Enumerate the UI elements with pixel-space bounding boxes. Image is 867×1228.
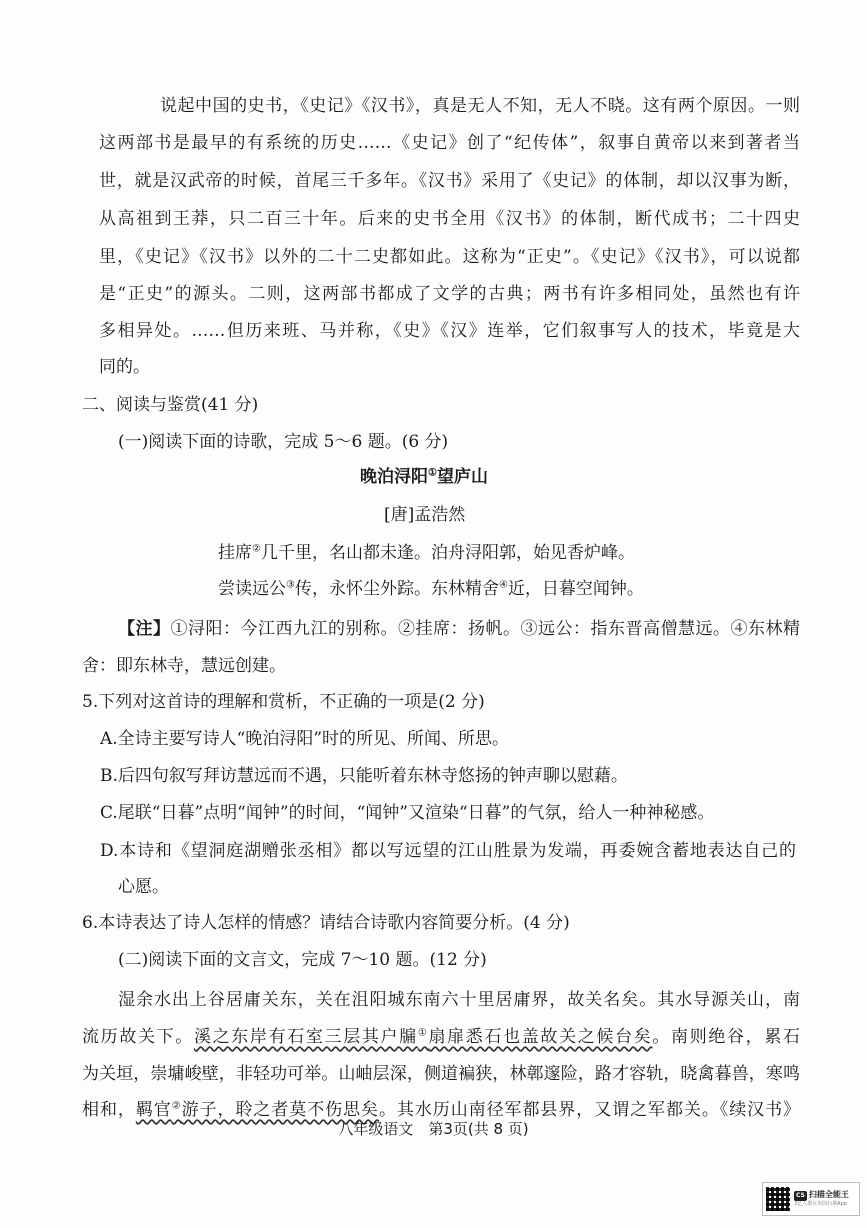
- option-d: D.本诗和《望洞庭湖赠张丞相》都以写远望的江山胜景为发端，再委婉含蓄地表达自己的: [100, 841, 796, 861]
- passage-line: 说起中国的史书，《史记》《汉书》，真是无人不知，无人不晓。这有两个原因。一则: [160, 96, 800, 116]
- poem-line: 挂席②几千里，名山都未逢。泊舟浔阳郭，始见香炉峰。: [218, 543, 635, 563]
- wavy-underlined-sentence: 溪之东岸有石室三层其户牖①扇扉悉石也盖故关之候台矣: [193, 1027, 653, 1047]
- footnote-marker: ②: [252, 543, 261, 555]
- footnote-marker: ③: [286, 579, 295, 591]
- poem-title: 晚泊浔阳①望庐山: [360, 467, 488, 487]
- option-c: C.尾联“日暮”点明“闻钟”的时间，“闻钟”又渲染“日暮”的气氛，给人一种神秘感。: [100, 803, 715, 823]
- poem-author: [唐]孟浩然: [384, 505, 466, 525]
- passage-line: 里，《史记》《汉书》以外的二十二史都如此。这称为“正史”。《史记》《汉书》，可以说都: [99, 247, 800, 267]
- section-heading: 二、阅读与鉴赏(41 分): [82, 395, 259, 415]
- wavy-underlined-sentence: 羁官②游子，聆之者莫不伤思矣: [135, 1100, 379, 1120]
- passage-line: 多相异处。……但历来班、马并称，《史》《汉》连举，它们叙事写人的技术，毕竟是大: [99, 321, 800, 341]
- option-b: B.后四句叙写拜访慧远而不遇，只能听着东林寺悠扬的钟声聊以慰藉。: [100, 766, 628, 786]
- question-5-stem: 5.下列对这首诗的理解和赏析，不正确的一项是(2 分): [82, 692, 485, 712]
- option-d-cont: 心愿。: [118, 877, 169, 897]
- classical-line: 为关垣，崇墉峻壁，非轻功可举。山岫层深，侧道褊狭，林鄣邃险，路才容轨，晓禽暮兽，寒鸣: [82, 1064, 800, 1084]
- poem-notes: 舍：即东林寺，慧远创建。: [82, 656, 286, 676]
- part-instruction: (一)阅读下面的诗歌，完成 5～6 题。(6 分): [118, 432, 449, 452]
- classical-line: 流历故关下。溪之东岸有石室三层其户牖①扇扉悉石也盖故关之候台矣。南则绝谷，累石: [82, 1027, 801, 1047]
- part-instruction: (二)阅读下面的文言文，完成 7～10 题。(12 分): [118, 950, 487, 970]
- notes-label: 【注】: [118, 619, 171, 639]
- passage-line: 同的。: [99, 357, 150, 377]
- page-footer: 八年级语文 第3页(共 8 页): [338, 1120, 529, 1138]
- scanner-watermark: CS 扫描全能王 3亿人都在用的扫描App: [762, 1182, 860, 1216]
- passage-line: 从高祖到王莽，只二百三十年。后来的史书全用《汉书》的体制，断代成书；二十四史: [99, 209, 800, 229]
- option-a: A.全诗主要写诗人“晚泊浔阳”时的所见、所闻、所思。: [100, 729, 510, 749]
- passage-line: 这两部书是最早的有系统的历史……《史记》创了“纪传体”，叙事自黄帝以来到著者当: [99, 133, 800, 153]
- classical-line: 湿余水出上谷居庸关东，关在沮阳城东南六十里居庸界，故关名矣。其水导源关山，南: [118, 990, 800, 1010]
- qr-code-icon: [766, 1187, 790, 1211]
- footnote-marker: ①: [428, 467, 437, 479]
- footnote-marker: ①: [417, 1027, 429, 1039]
- passage-line: 是“正史”的源头。二则，这两部书都成了文学的古典；两书有许多相同处，虽然也有许: [99, 284, 800, 304]
- camscanner-logo-icon: CS: [796, 1192, 805, 1199]
- question-6: 6.本诗表达了诗人怎样的情感？请结合诗歌内容简要分析。(4 分): [82, 913, 570, 933]
- footnote-marker: ②: [171, 1100, 182, 1112]
- classical-line: 相和，羁官②游子，聆之者莫不伤思矣。其水历山南径军都县界，又谓之军都关。《续汉书》: [82, 1100, 801, 1120]
- poem-notes: 【注】①浔阳：今江西九江的别称。②挂席：扬帆。③远公：指东晋高僧慧远。④东林精: [118, 619, 800, 639]
- poem-line: 尝读远公③传，永怀尘外踪。东林精舍④近，日暮空闻钟。: [218, 579, 644, 599]
- passage-line: 世，就是汉武帝的时候，首尾三千多年。《汉书》采用了《史记》的体制，却以汉事为断，: [99, 171, 800, 191]
- footnote-marker: ④: [498, 579, 508, 591]
